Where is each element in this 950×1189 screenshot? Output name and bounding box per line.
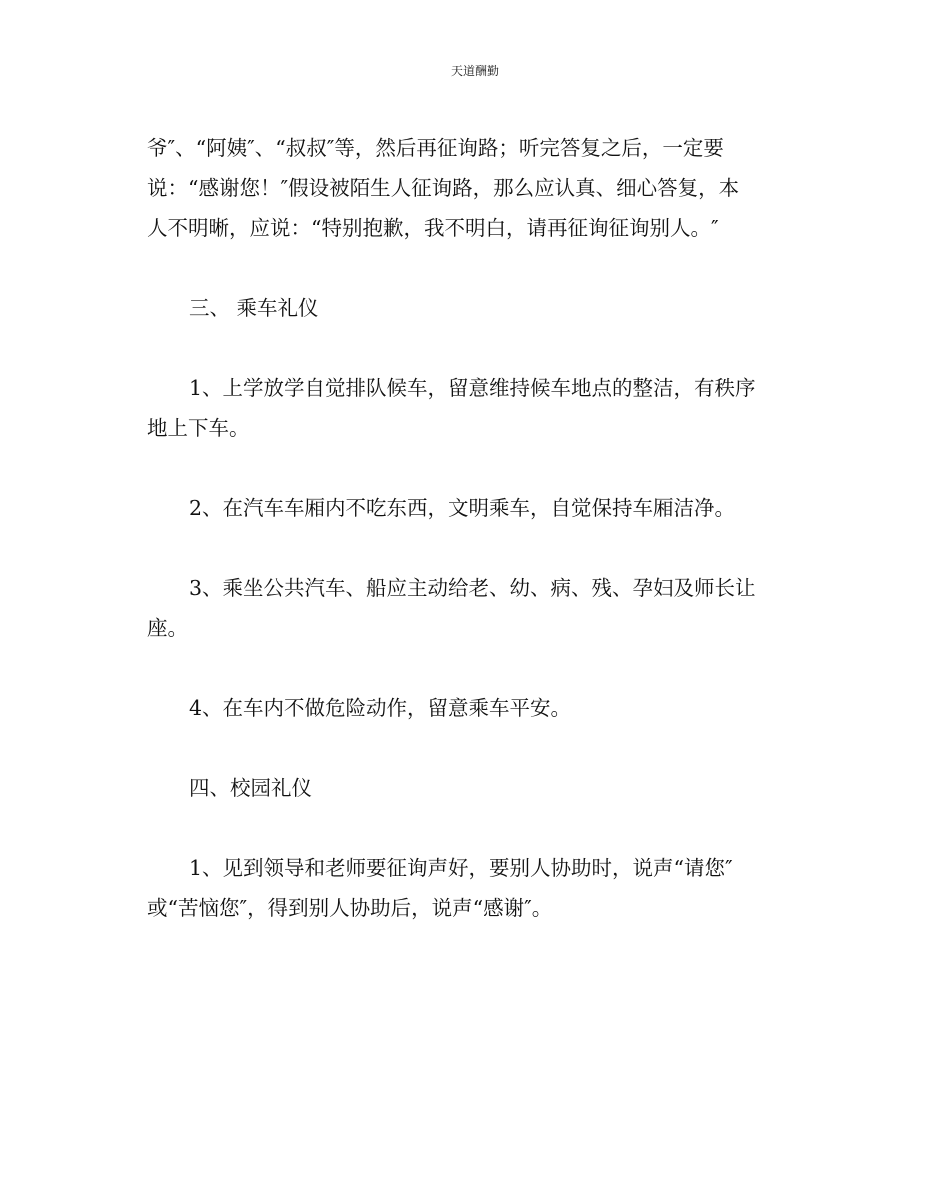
campus-item-1 (147, 848, 803, 928)
section-heading-campus: 四、校园礼仪 (189, 776, 312, 800)
paragraph-gap (147, 808, 803, 848)
text-line: 爷″、“阿姨″、“叔叔″等，然后再征询路；听完答复之后，一定要 (147, 136, 724, 160)
paragraph-gap (147, 648, 803, 688)
paragraph-gap (147, 248, 803, 288)
riding-item-2: 2、在汽车车厢内不吃东西，文明乘车，自觉保持车厢洁净。 (189, 496, 736, 520)
riding-item-3 (147, 568, 803, 648)
page-header: 天道酬勤 (450, 64, 499, 78)
text-line: 1、见到领导和老师要征询声好，要别人协助时，说声“请您″ (189, 856, 733, 880)
text-line: 或“苦恼您″，得到别人协助后，说声“感谢″。 (147, 896, 553, 920)
riding-item-1 (147, 368, 803, 448)
document-body (147, 128, 803, 928)
paragraph-gap (147, 528, 803, 568)
text-line: 座。 (147, 616, 188, 640)
section-heading-riding: 三、 乘车礼仪 (189, 296, 319, 320)
text-line: 说：“感谢您！″假设被陌生人征询路，那么应认真、细心答复，本 (147, 176, 740, 200)
riding-item-4: 4、在车内不做危险动作，留意乘车平安。 (189, 696, 572, 720)
text-line: 地上下车。 (147, 416, 250, 440)
intro-paragraph (147, 128, 803, 248)
text-line: 3、乘坐公共汽车、船应主动给老、幼、病、残、孕妇及师长让 (189, 576, 756, 600)
paragraph-gap (147, 448, 803, 488)
paragraph-gap (147, 328, 803, 368)
text-line: 1、上学放学自觉排队候车，留意维持候车地点的整洁，有秩序 (189, 376, 756, 400)
text-line: 人不明晰，应说：“特别抱歉，我不明白，请再征询征询别人。″ (147, 216, 719, 240)
paragraph-gap (147, 728, 803, 768)
